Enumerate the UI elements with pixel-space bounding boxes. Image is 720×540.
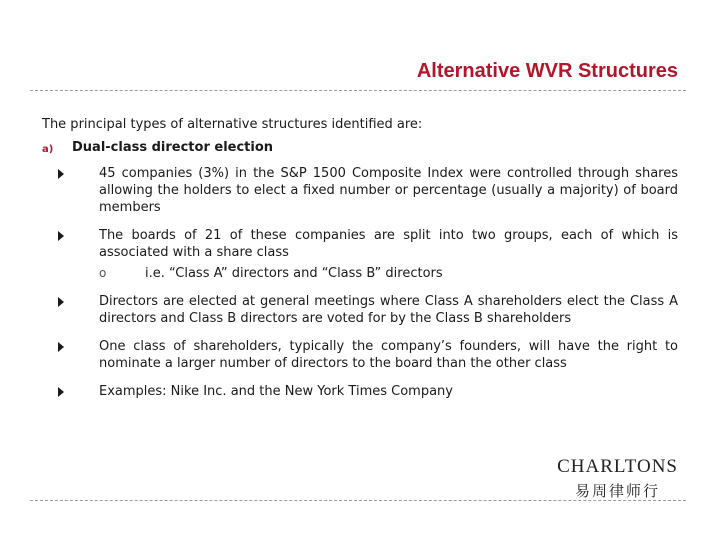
logo-wordmark: CHARLTONS <box>557 456 678 477</box>
bullet-item <box>42 227 678 282</box>
section-heading <box>42 139 682 159</box>
charltons-logo <box>557 456 678 501</box>
intro-text: The principal types of alternative structures identified are: <box>42 117 423 132</box>
triangle-bullet-icon <box>58 387 64 397</box>
triangle-bullet-icon <box>58 297 64 307</box>
triangle-bullet-icon <box>58 169 64 179</box>
logo-chinese-name: 易周律师行 <box>575 482 661 500</box>
bullet-text: One class of shareholders, typically the company’s founders, will have the right to nominate a larger number of directors to the board than the other class <box>99 339 678 371</box>
slide-content <box>42 116 682 411</box>
slide-title: Alternative WVR Structures <box>416 60 678 82</box>
sub-bullet-text: i.e. “Class A” directors and “Class B” directors <box>145 266 443 281</box>
circle-bullet-icon: o <box>99 266 107 280</box>
bullet-list <box>42 165 682 400</box>
bullet-text: The boards of 21 of these companies are split into two groups, each of which is associated with a share class <box>99 228 678 260</box>
bullet-item <box>42 383 678 400</box>
triangle-bullet-icon <box>58 342 64 352</box>
section-title: Dual-class director election <box>72 140 274 155</box>
bullet-text: Directors are elected at general meetings where Class A shareholders elect the Class A directors and Class B directors are voted for by the Class B shareholders <box>99 294 678 326</box>
triangle-bullet-icon <box>58 231 64 241</box>
bullet-text: Examples: Nike Inc. and the New York Times Company <box>99 384 453 399</box>
sub-bullet-item <box>99 265 678 282</box>
bullet-text: 45 companies (3%) in the S&P 1500 Composite Index were controlled through shares allowing the holders to elect a fixed number or percentage (usually a majority) of board members <box>99 166 678 215</box>
top-divider <box>30 90 686 91</box>
bullet-item <box>42 165 678 216</box>
bottom-divider <box>30 500 686 501</box>
bullet-item <box>42 338 678 372</box>
bullet-item <box>42 293 678 327</box>
section-marker: a) <box>42 144 54 155</box>
